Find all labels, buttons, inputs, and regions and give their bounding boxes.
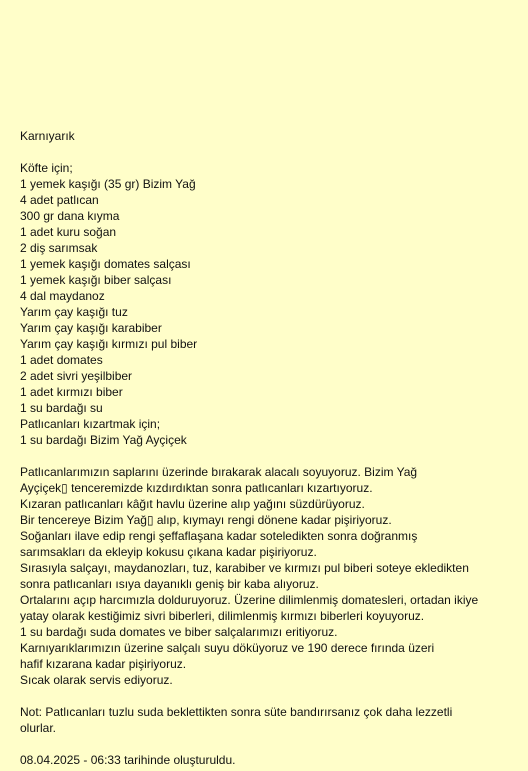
ingredient-item: Yarım çay kaşığı karabiber	[20, 321, 162, 335]
note	[20, 704, 515, 736]
ingredient-item: Yarım çay kaşığı kırmızı pul biber	[20, 337, 198, 351]
recipe-title: Karnıyarık	[20, 129, 75, 143]
ingredient-item: 2 diş sarımsak	[20, 241, 98, 255]
spacer	[20, 448, 515, 464]
ingredient-item: Yarım çay kaşığı tuz	[20, 305, 128, 319]
instruction-line: Karnıyarıklarımızın üzerine salçalı suyu döküyoruz ve 190 derece fırında üzeri	[20, 641, 435, 655]
frying-ingredient-item: 1 su bardağı Bizim Yağ Ayçiçek	[20, 433, 187, 447]
ingredient-item: 1 yemek kaşığı biber salçası	[20, 273, 172, 287]
ingredients-list	[20, 176, 515, 416]
ingredient-item: 1 adet kuru soğan	[20, 225, 117, 239]
instruction-line: Ortalarını açıp harcımızla dolduruyoruz. Üzerine dilimlenmiş domatesleri, ortadan ikiye	[20, 593, 479, 607]
recipe-document	[20, 128, 515, 768]
instruction-line: Sırasıyla salçayı, maydanozları, tuz, karabiber ve kırmızı pul biberi soteye ekledikten	[20, 561, 469, 575]
ingredient-item: 4 dal maydanoz	[20, 289, 105, 303]
instruction-line: Kızaran patlıcanları kâğıt havlu üzerine alıp yağını süzdürüyoruz.	[20, 497, 365, 511]
frying-heading: Patlıcanları kızartmak için;	[20, 417, 161, 431]
spacer	[20, 736, 515, 752]
ingredient-item: 300 gr dana kıyma	[20, 209, 120, 223]
instruction-line: Sıcak olarak servis ediyoruz.	[20, 673, 173, 687]
ingredient-item: 4 adet patlıcan	[20, 193, 99, 207]
created-timestamp: 08.04.2025 - 06:33 tarihinde oluşturuldu.	[20, 753, 236, 767]
instruction-line: hafif kızarana kadar pişiriyoruz.	[20, 657, 187, 671]
note-line: olurlar.	[20, 721, 57, 735]
instruction-line: Bir tencereye Bizim Yağ▯ alıp, kıymayı rengi dönene kadar pişiriyoruz.	[20, 513, 392, 527]
ingredient-item: 1 yemek kaşığı (35 gr) Bizim Yağ	[20, 177, 196, 191]
ingredient-item: 1 yemek kaşığı domates salçası	[20, 257, 191, 271]
instructions	[20, 464, 515, 688]
instruction-line: 1 su bardağı suda domates ve biber salçalarımızı eritiyoruz.	[20, 625, 338, 639]
ingredients-heading: Köfte için;	[20, 161, 73, 175]
note-line: Not: Patlıcanları tuzlu suda beklettikten sonra süte bandırırsanız çok daha lezzetli	[20, 705, 453, 719]
instruction-line: sarımsakları da ekleyip kokusu çıkana kadar pişiriyoruz.	[20, 545, 317, 559]
instruction-line: sonra patlıcanları ısıya dayanıklı geniş bir kaba alıyoruz.	[20, 577, 319, 591]
ingredient-item: 1 adet kırmızı biber	[20, 385, 123, 399]
instruction-line: Patlıcanlarımızın saplarını üzerinde bırakarak alacalı soyuyoruz. Bizim Yağ	[20, 465, 418, 479]
instruction-line: Ayçiçek▯ tenceremizde kızdırdıktan sonra patlıcanları kızartıyoruz.	[20, 481, 373, 495]
spacer	[20, 688, 515, 704]
instruction-line: yatay olarak kestiğimiz sivri biberleri, dilimlenmiş kırmızı biberleri koyuyoruz.	[20, 609, 425, 623]
ingredient-item: 2 adet sivri yeşilbiber	[20, 369, 133, 383]
ingredient-item: 1 su bardağı su	[20, 401, 103, 415]
spacer	[20, 144, 515, 160]
instruction-line: Soğanları ilave edip rengi şeffaflaşana kadar soteledikten sonra doğranmış	[20, 529, 418, 543]
ingredient-item: 1 adet domates	[20, 353, 103, 367]
